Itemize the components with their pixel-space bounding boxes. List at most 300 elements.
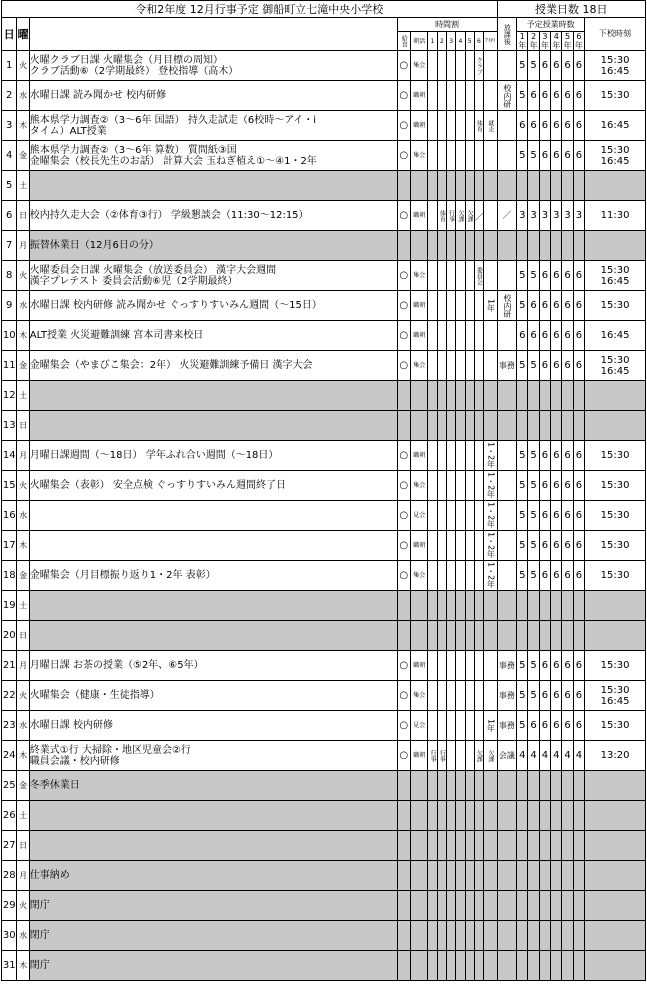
blank-cell <box>465 231 474 261</box>
grade-hours-cell: 6 <box>539 81 550 111</box>
table-row <box>2 681 646 711</box>
period-cell <box>428 51 437 81</box>
period-cell <box>437 351 446 381</box>
blank-cell <box>528 951 539 981</box>
day-cell: 21 <box>2 651 17 681</box>
day-cell: 8 <box>2 261 17 291</box>
col-jikanwari: 時間割 <box>397 18 497 32</box>
blank-cell <box>573 621 584 651</box>
period-cell <box>446 711 455 741</box>
event-cell <box>29 891 397 921</box>
blank-cell <box>551 771 562 801</box>
period-cell <box>446 561 455 591</box>
blank-cell <box>497 591 517 621</box>
period-cell <box>446 141 455 171</box>
blank-cell <box>397 801 410 831</box>
blank-cell <box>539 861 550 891</box>
hokago-cell: 会議 <box>497 741 517 771</box>
period-cell <box>484 81 498 111</box>
period-cell <box>428 201 437 231</box>
day-cell: 13 <box>2 411 17 441</box>
period-cell <box>456 471 465 501</box>
period-cell: 1・2年 <box>484 561 498 591</box>
page-title: 令和2年度 12月行事予定 御船町立七滝中央小学校 <box>2 1 498 18</box>
table-row <box>2 81 646 111</box>
col-p2: 2 <box>437 32 446 51</box>
col-g2: 2年 <box>529 32 538 50</box>
blank-cell <box>446 171 455 201</box>
blank-cell <box>484 831 498 861</box>
gekou-time: 15:30 <box>600 144 630 156</box>
period-cell <box>465 561 474 591</box>
blank-cell <box>465 831 474 861</box>
table-row <box>2 411 646 441</box>
period-cell <box>446 261 455 291</box>
grade-hours-cell: 6 <box>539 441 550 471</box>
blank-cell <box>484 921 498 951</box>
asa-cell: 職朝 <box>410 201 428 231</box>
grade-hours-cell: 6 <box>551 501 562 531</box>
kyushoku-cell: ○ <box>397 651 410 681</box>
blank-cell <box>539 771 550 801</box>
hokago-cell <box>497 321 517 351</box>
event-cell <box>29 651 397 681</box>
col-g3: 3年 <box>540 32 549 50</box>
day-cell: 22 <box>2 681 17 711</box>
asa-cell: 職朝 <box>410 651 428 681</box>
period-cell <box>465 51 474 81</box>
weekday-cell: 月 <box>17 861 29 891</box>
blank-cell <box>446 771 455 801</box>
weekday-cell: 土 <box>17 801 29 831</box>
period-cell <box>456 351 465 381</box>
blank-cell <box>410 921 428 951</box>
grade-hours-cell: 6 <box>562 441 573 471</box>
asa-cell: 集会 <box>410 51 428 81</box>
hokago-cell: 事務 <box>497 711 517 741</box>
blank-cell <box>484 411 498 441</box>
col-g6: 6年 <box>574 32 583 50</box>
blank-cell <box>484 801 498 831</box>
period-cell <box>456 441 465 471</box>
asa-cell: 職朝 <box>410 111 428 141</box>
grade-hours-cell: 6 <box>517 321 528 351</box>
gekou-time: 15:30 <box>600 480 630 491</box>
weekday-cell: 水 <box>17 501 29 531</box>
blank-cell <box>397 411 410 441</box>
grade-hours-cell: 6 <box>551 531 562 561</box>
blank-cell <box>551 231 562 261</box>
period-cell <box>465 681 474 711</box>
day-cell: 3 <box>2 111 17 141</box>
day-cell: 23 <box>2 711 17 741</box>
grade-hours-cell: 6 <box>539 261 550 291</box>
period-cell <box>474 81 483 111</box>
blank-cell <box>428 381 437 411</box>
blank-cell <box>437 381 446 411</box>
event-cell <box>29 381 397 411</box>
kyushoku-cell: ○ <box>397 201 410 231</box>
grade-hours-cell: 3 <box>551 201 562 231</box>
gekou-time: 16:45 <box>600 65 630 77</box>
grade-hours-cell: 6 <box>539 531 550 561</box>
blank-cell <box>465 951 474 981</box>
kyushoku-cell: ○ <box>397 471 410 501</box>
blank-cell <box>474 831 483 861</box>
grade-hours-cell: 6 <box>562 321 573 351</box>
kyushoku-cell: ○ <box>397 291 410 321</box>
period-cell: 委員会 <box>474 261 483 291</box>
blank-cell <box>573 591 584 621</box>
period-cell <box>446 351 455 381</box>
day-cell: 19 <box>2 591 17 621</box>
grade-hours-cell: 6 <box>573 351 584 381</box>
day-cell: 4 <box>2 141 17 171</box>
asa-cell: 集会 <box>410 261 428 291</box>
table-row <box>2 621 646 651</box>
blank-cell <box>437 411 446 441</box>
event-cell <box>29 621 397 651</box>
blank-cell <box>585 771 646 801</box>
asa-cell: 集会 <box>410 681 428 711</box>
grade-hours-cell: 5 <box>528 261 539 291</box>
period-cell <box>428 291 437 321</box>
day-cell: 6 <box>2 201 17 231</box>
day-cell: 14 <box>2 441 17 471</box>
blank-cell <box>437 591 446 621</box>
event-line: 仕事納め <box>29 870 70 881</box>
table-row <box>2 111 646 141</box>
event-line: 冬季休業日 <box>29 780 80 791</box>
grade-hours-cell: 6 <box>551 261 562 291</box>
hokago-cell: ／ <box>497 201 517 231</box>
hokago-cell <box>497 51 517 81</box>
event-cell <box>29 141 397 171</box>
event-cell <box>29 171 397 201</box>
event-cell <box>29 471 397 501</box>
blank-cell <box>585 861 646 891</box>
blank-cell <box>497 411 517 441</box>
blank-cell <box>397 171 410 201</box>
blank-cell <box>484 771 498 801</box>
col-p6: 6 <box>474 32 483 51</box>
blank-cell <box>562 771 573 801</box>
period-cell: 1年 <box>484 711 498 741</box>
blank-cell <box>428 831 437 861</box>
period-cell <box>437 51 446 81</box>
period-cell <box>428 501 437 531</box>
kyushoku-cell: ○ <box>397 351 410 381</box>
event-cell <box>29 801 397 831</box>
blank-cell <box>551 831 562 861</box>
event-line: 熊本県学力調査②（3～6年 算数） 質問紙③国 <box>29 144 237 156</box>
period-cell <box>465 261 474 291</box>
grade-hours-cell: 6 <box>551 651 562 681</box>
day-cell: 26 <box>2 801 17 831</box>
period-cell <box>474 441 483 471</box>
event-line: 水曜日課 読み聞かせ 校内研修 <box>29 90 167 101</box>
blank-cell <box>446 861 455 891</box>
gekou-time: 16:45 <box>600 365 630 377</box>
period-cell <box>484 201 498 231</box>
period-cell <box>456 741 465 771</box>
blank-cell <box>397 771 410 801</box>
table-row <box>2 591 646 621</box>
blank-cell <box>539 381 550 411</box>
blank-cell <box>437 921 446 951</box>
grade-hours-cell: 6 <box>573 501 584 531</box>
table-row <box>2 501 646 531</box>
period-cell: 行事 <box>437 741 446 771</box>
blank-cell <box>562 801 573 831</box>
day-cell: 10 <box>2 321 17 351</box>
blank-cell <box>446 591 455 621</box>
table-row <box>2 51 646 81</box>
blank-cell <box>573 231 584 261</box>
blank-cell <box>528 831 539 861</box>
grade-hours-cell: 5 <box>528 681 539 711</box>
col-gekou: 下校時刻 <box>585 18 646 51</box>
blank-cell <box>456 231 465 261</box>
blank-cell <box>497 801 517 831</box>
blank-cell <box>437 801 446 831</box>
gekou-time-cell <box>585 141 646 171</box>
grade-hours-cell: 6 <box>562 81 573 111</box>
blank-cell <box>517 891 528 921</box>
grade-hours-cell: 6 <box>551 561 562 591</box>
period-cell <box>465 501 474 531</box>
gekou-time-cell <box>585 51 646 81</box>
blank-cell <box>573 831 584 861</box>
grade-hours-cell: 4 <box>573 741 584 771</box>
gekou-time: 15:30 <box>600 264 630 276</box>
blank-cell <box>397 381 410 411</box>
col-g4: 4年 <box>552 32 561 50</box>
period-cell <box>465 441 474 471</box>
day-cell: 28 <box>2 861 17 891</box>
day-cell: 24 <box>2 741 17 771</box>
blank-cell <box>528 621 539 651</box>
period-cell <box>428 351 437 381</box>
grade-hours-cell: 6 <box>551 81 562 111</box>
blank-cell <box>562 921 573 951</box>
period-cell <box>446 501 455 531</box>
blank-cell <box>410 771 428 801</box>
weekday-cell: 水 <box>17 291 29 321</box>
grade-hours-cell: 6 <box>573 441 584 471</box>
blank-cell <box>497 231 517 261</box>
blank-cell <box>562 861 573 891</box>
blank-cell <box>437 891 446 921</box>
blank-cell <box>484 591 498 621</box>
kyushoku-cell: ○ <box>397 741 410 771</box>
blank-cell <box>517 381 528 411</box>
blank-cell <box>410 411 428 441</box>
grade-hours-cell: 6 <box>551 471 562 501</box>
hokago-cell <box>497 471 517 501</box>
blank-cell <box>446 951 455 981</box>
grade-hours-cell: 5 <box>517 81 528 111</box>
period-cell <box>446 291 455 321</box>
gekou-time: 13:20 <box>600 750 630 761</box>
grade-hours-cell: 6 <box>539 651 550 681</box>
grade-hours-cell: 6 <box>573 321 584 351</box>
blank-cell <box>410 951 428 981</box>
grade-hours-cell: 6 <box>573 651 584 681</box>
period-cell <box>474 351 483 381</box>
grade-hours-cell: 6 <box>573 51 584 81</box>
gekou-time: 15:30 <box>600 450 630 461</box>
blank-cell <box>497 621 517 651</box>
gekou-time: 15:30 <box>600 660 630 671</box>
event-cell <box>29 231 397 261</box>
hokago-cell <box>497 441 517 471</box>
table-row <box>2 471 646 501</box>
gekou-time: 15:30 <box>600 684 630 696</box>
hokago-cell <box>497 141 517 171</box>
period-cell <box>474 291 483 321</box>
day-cell: 27 <box>2 831 17 861</box>
blank-cell <box>437 771 446 801</box>
blank-cell <box>474 951 483 981</box>
blank-cell <box>585 801 646 831</box>
blank-cell <box>397 951 410 981</box>
table-row <box>2 801 646 831</box>
blank-cell <box>539 621 550 651</box>
grade-hours-cell: 4 <box>539 741 550 771</box>
grade-hours-cell: 6 <box>539 291 550 321</box>
event-line: 閉庁 <box>29 900 50 911</box>
grade-hours-cell: 6 <box>528 291 539 321</box>
period-cell <box>474 531 483 561</box>
kyushoku-cell: ○ <box>397 531 410 561</box>
grade-hours-cell: 5 <box>517 681 528 711</box>
period-cell <box>437 291 446 321</box>
event-line: 水曜日課 校内研修 読み聞かせ ぐっすりすいみん週間（～15日） <box>29 300 322 311</box>
grade-hours-cell: 6 <box>528 111 539 141</box>
grade-hours-cell: 6 <box>573 711 584 741</box>
grade-hours-cell: 3 <box>517 201 528 231</box>
blank-cell <box>484 951 498 981</box>
grade-hours-cell: 6 <box>528 81 539 111</box>
blank-cell <box>456 891 465 921</box>
blank-cell <box>551 171 562 201</box>
hokago-cell: 事務 <box>497 651 517 681</box>
grade-hours-cell: 6 <box>573 561 584 591</box>
event-cell <box>29 951 397 981</box>
blank-cell <box>437 231 446 261</box>
period-cell <box>437 261 446 291</box>
weekday-cell: 木 <box>17 111 29 141</box>
blank-cell <box>456 771 465 801</box>
period-cell: 欠課 <box>484 741 498 771</box>
day-cell: 1 <box>2 51 17 81</box>
period-cell <box>437 441 446 471</box>
period-cell <box>428 681 437 711</box>
gekou-time: 15:30 <box>600 90 630 101</box>
grade-hours-cell: 5 <box>517 471 528 501</box>
grade-hours-cell: 6 <box>539 681 550 711</box>
grade-hours-cell: 6 <box>528 321 539 351</box>
blank-cell <box>573 891 584 921</box>
blank-cell <box>573 861 584 891</box>
blank-cell <box>551 891 562 921</box>
gekou-time: 15:30 <box>600 354 630 366</box>
blank-cell <box>539 921 550 951</box>
blank-cell <box>397 921 410 951</box>
school-days: 授業日数 18日 <box>497 1 645 18</box>
weekday-cell: 水 <box>17 81 29 111</box>
weekday-cell: 金 <box>17 771 29 801</box>
blank-cell <box>410 831 428 861</box>
period-cell <box>456 561 465 591</box>
day-cell: 31 <box>2 951 17 981</box>
blank-cell <box>551 411 562 441</box>
blank-cell <box>437 861 446 891</box>
grade-hours-cell: 5 <box>528 141 539 171</box>
period-cell <box>446 51 455 81</box>
blank-cell <box>539 171 550 201</box>
event-line: 金曜集会（校長先生のお話） 計算大会 玉ねぎ植え①～④1・2年 <box>29 155 317 167</box>
col-yotei: 予定授業時数 <box>517 18 585 32</box>
blank-cell <box>484 231 498 261</box>
asa-cell: 見会 <box>410 501 428 531</box>
period-cell <box>428 111 437 141</box>
gekou-time: 16:45 <box>600 330 630 341</box>
grade-hours-cell: 6 <box>551 711 562 741</box>
blank-cell <box>410 891 428 921</box>
grade-hours-cell: 6 <box>551 681 562 711</box>
period-cell <box>456 681 465 711</box>
hokago-cell <box>497 531 517 561</box>
period-cell: 就走 <box>484 111 498 141</box>
period-cell <box>428 261 437 291</box>
period-cell <box>446 81 455 111</box>
weekday-cell: 水 <box>17 711 29 741</box>
grade-hours-cell: 6 <box>573 261 584 291</box>
kyushoku-cell: ○ <box>397 501 410 531</box>
asa-cell: 見会 <box>410 711 428 741</box>
period-cell <box>465 711 474 741</box>
period-cell: 1年 <box>484 291 498 321</box>
blank-cell <box>562 591 573 621</box>
blank-cell <box>465 171 474 201</box>
col-aitai: ｱｲﾀｲ <box>484 32 498 51</box>
kyushoku-cell: ○ <box>397 51 410 81</box>
blank-cell <box>517 861 528 891</box>
period-cell <box>428 471 437 501</box>
grade-hours-cell: 6 <box>562 261 573 291</box>
grade-hours-cell: 6 <box>573 681 584 711</box>
table-row <box>2 771 646 801</box>
day-cell: 12 <box>2 381 17 411</box>
blank-cell <box>465 861 474 891</box>
gekou-time-cell <box>585 741 646 771</box>
weekday-cell: 金 <box>17 351 29 381</box>
grade-hours-cell: 6 <box>573 291 584 321</box>
period-cell <box>465 651 474 681</box>
asa-cell: 職朝 <box>410 291 428 321</box>
event-line: 金曜集会（月目標振り返り1・2年 表彰） <box>29 570 216 581</box>
period-cell: 行事 <box>428 741 437 771</box>
kyushoku-cell: ○ <box>397 711 410 741</box>
blank-cell <box>551 801 562 831</box>
table-row <box>2 741 646 771</box>
period-cell <box>484 351 498 381</box>
grade-hours-cell: 5 <box>528 561 539 591</box>
weekday-cell: 火 <box>17 471 29 501</box>
gekou-time-cell <box>585 651 646 681</box>
